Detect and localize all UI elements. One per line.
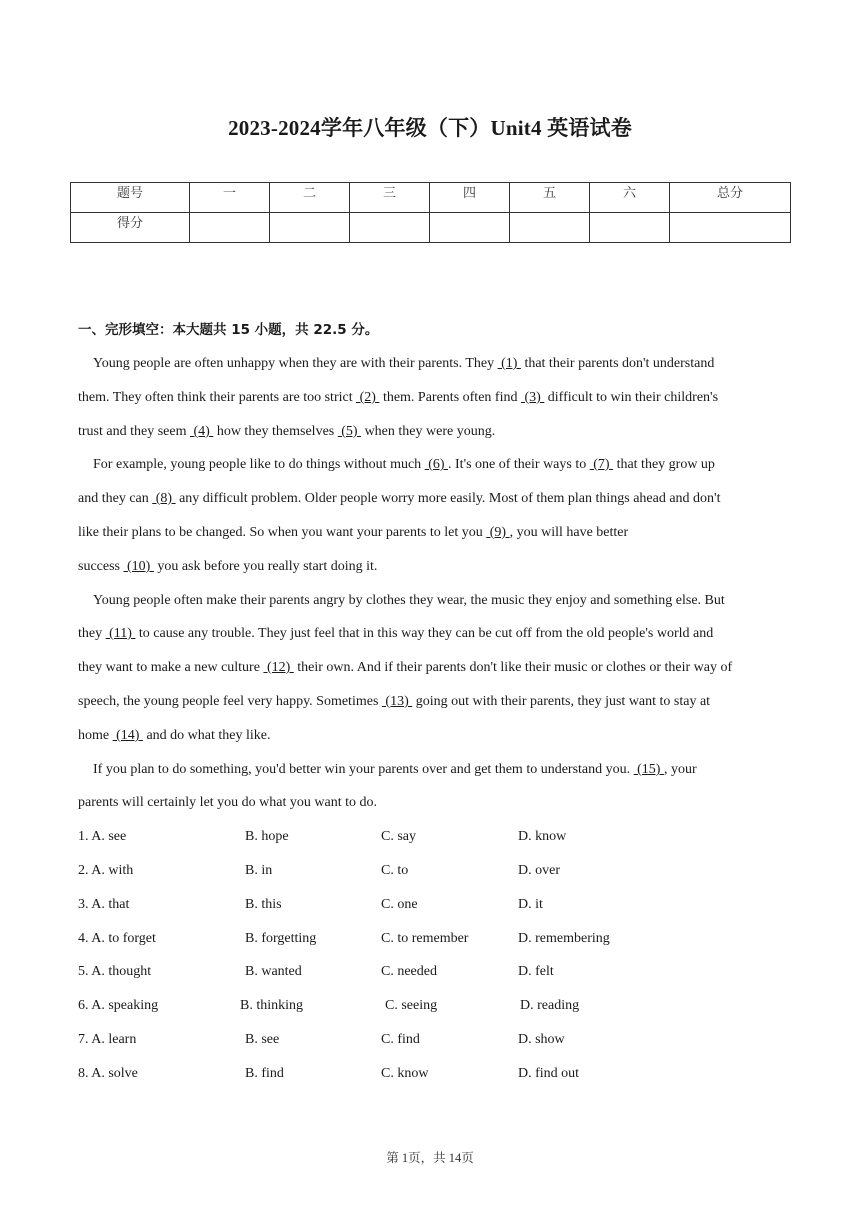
option-c[interactable]: C. needed [381, 964, 437, 979]
score-header-cell: 六 [590, 183, 670, 213]
option-d[interactable]: D. it [518, 897, 543, 912]
option-d[interactable]: D. felt [518, 964, 554, 979]
option-a[interactable]: 1. A. see [78, 829, 127, 844]
score-table-score-row [71, 213, 791, 243]
score-cell[interactable] [590, 213, 670, 243]
score-cell[interactable] [670, 213, 791, 243]
passage-line: they want to make a new culture (12) their own. And if their parents don't like their music or clothes or their way of [78, 660, 733, 675]
blank-9: (9) [486, 525, 510, 540]
option-a[interactable]: 4. A. to forget [78, 931, 156, 946]
blank-1: (1) [497, 356, 521, 371]
option-c[interactable]: C. to [381, 863, 409, 878]
option-b[interactable]: B. wanted [245, 964, 302, 979]
option-b[interactable]: B. forgetting [245, 931, 317, 946]
blank-6: (6) [424, 457, 449, 472]
passage-line: If you plan to do something, you'd better win your parents over and get them to understand you. (15) , your [93, 762, 697, 777]
score-header-cell: 三 [350, 183, 430, 213]
score-row-label: 得分 [71, 213, 190, 243]
score-cell[interactable] [430, 213, 510, 243]
option-b[interactable]: B. thinking [240, 998, 304, 1013]
score-cell[interactable] [190, 213, 270, 243]
passage-line: and they can (8) any difficult problem. Older people worry more easily. Most of them plan things ahead and don't [78, 491, 721, 506]
section-heading: 一、完形填空：本大题共 15 小题，共 22.5 分。 [78, 322, 379, 338]
option-a[interactable]: 3. A. that [78, 897, 130, 912]
passage-line: speech, the young people feel very happy. Sometimes (13) going out with their parents, they just want to stay at [78, 694, 711, 709]
passage-line: Young people are often unhappy when they are with their parents. They (1) that their parents don't understand [93, 356, 715, 371]
option-d[interactable]: D. over [518, 863, 560, 878]
option-b[interactable]: B. see [245, 1032, 280, 1047]
passage-line: success (10) you ask before you really start doing it. [78, 559, 378, 574]
option-d[interactable]: D. reading [520, 998, 580, 1013]
blank-12: (12) [263, 660, 294, 675]
option-a[interactable]: 8. A. solve [78, 1066, 138, 1081]
option-c[interactable]: C. say [381, 829, 416, 844]
option-c[interactable]: C. know [381, 1066, 429, 1081]
blank-15: (15) [633, 762, 664, 777]
option-c[interactable]: C. seeing [385, 998, 438, 1013]
blank-3: (3) [520, 390, 545, 405]
passage-line: Young people often make their parents angry by clothes they wear, the music they enjoy and something else. But [93, 593, 725, 608]
score-cell[interactable] [270, 213, 350, 243]
option-c[interactable]: C. one [381, 897, 418, 912]
blank-10: (10) [123, 559, 154, 574]
option-d[interactable]: D. know [518, 829, 567, 844]
passage-line: them. They often think their parents are too strict (2) them. Parents often find (3) difficult to win their children's [78, 390, 719, 405]
blank-11: (11) [105, 626, 136, 641]
blank-13: (13) [381, 694, 413, 709]
passage-line: like their plans to be changed. So when you want your parents to let you (9) , you will have better [78, 525, 629, 540]
score-header-cell: 一 [190, 183, 270, 213]
page-footer: 第 1页，共 14页 [386, 1151, 474, 1165]
option-a[interactable]: 2. A. with [78, 863, 134, 878]
score-header-cell: 五 [510, 183, 590, 213]
option-a[interactable]: 7. A. learn [78, 1032, 137, 1047]
blank-5: (5) [337, 424, 362, 439]
option-a[interactable]: 6. A. speaking [78, 998, 159, 1013]
score-cell[interactable] [510, 213, 590, 243]
blank-8: (8) [152, 491, 176, 506]
score-table [70, 182, 791, 243]
option-b[interactable]: B. in [245, 863, 273, 878]
passage-line: home (14) and do what they like. [78, 728, 271, 743]
score-header-cell: 四 [430, 183, 510, 213]
option-a[interactable]: 5. A. thought [78, 964, 152, 979]
score-header-cell: 总分 [670, 183, 791, 213]
option-b[interactable]: B. this [245, 897, 282, 912]
option-c[interactable]: C. find [381, 1032, 420, 1047]
blank-7: (7) [589, 457, 614, 472]
option-b[interactable]: B. find [245, 1066, 284, 1081]
option-d[interactable]: D. find out [518, 1066, 580, 1081]
option-d[interactable]: D. remembering [518, 931, 610, 946]
passage-line: they (11) to cause any trouble. They just feel that in this way they can be cut off from the old people's world and [78, 626, 714, 641]
page-title: 2023-2024学年八年级（下）Unit4 英语试卷 [228, 116, 632, 140]
passage-line: parents will certainly let you do what you want to do. [78, 795, 377, 810]
score-table-header-row [71, 183, 791, 213]
blank-4: (4) [189, 424, 214, 439]
passage-line: trust and they seem (4) how they themselves (5) when they were young. [78, 424, 496, 439]
score-header-cell: 二 [270, 183, 350, 213]
option-d[interactable]: D. show [518, 1032, 565, 1047]
blank-2: (2) [356, 390, 380, 405]
passage-line: For example, young people like to do things without much (6) . It's one of their ways to (7) that they grow up [93, 457, 715, 472]
blank-14: (14) [112, 728, 143, 743]
score-header-cell: 题号 [71, 183, 190, 213]
score-cell[interactable] [350, 213, 430, 243]
option-b[interactable]: B. hope [245, 829, 289, 844]
option-c[interactable]: C. to remember [381, 931, 469, 946]
